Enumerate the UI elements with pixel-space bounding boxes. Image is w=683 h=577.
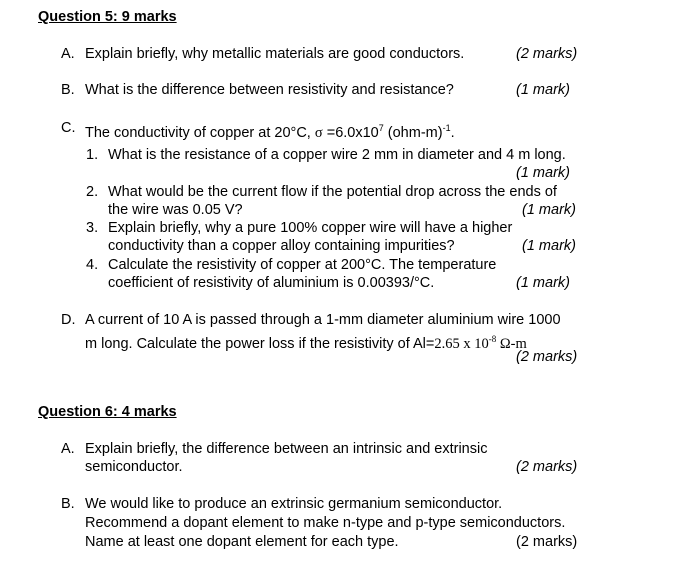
q5-d-marks: (2 marks) xyxy=(516,349,578,365)
q5-c4-marks: (1 mark) xyxy=(516,275,570,291)
q5-b-text: What is the difference between resistivity and resistance? xyxy=(85,82,454,98)
q6-b-marks: (2 marks) xyxy=(516,534,578,550)
q5-c2-num: 2. xyxy=(86,184,99,200)
q5-c-label: C. xyxy=(61,120,76,136)
q6-b-line3: Name at least one dopant element for each type. xyxy=(85,534,399,550)
q5-c3-line1: Explain briefly, why a pure 100% copper wire will have a higher xyxy=(108,220,513,236)
q5-c2-marks: (1 mark) xyxy=(522,202,576,218)
q5-heading: Question 5: 9 marks xyxy=(38,9,177,25)
q5-c4-num: 4. xyxy=(86,257,99,273)
q5-c2-line2: the wire was 0.05 V? xyxy=(108,202,243,218)
q5-c1-text: What is the resistance of a copper wire 2 mm in diameter and 4 m long. xyxy=(108,147,566,163)
q5-c3-marks: (1 mark) xyxy=(522,238,576,254)
q6-a-line2: semiconductor. xyxy=(85,459,183,475)
q5-c2-line1: What would be the current flow if the potential drop across the ends of xyxy=(108,184,557,200)
q5-d-line2: m long. Calculate the power loss if the resistivity of Al=2.65 x $10^{-8}$ Ω-m xyxy=(85,334,527,352)
q6-heading: Question 6: 4 marks xyxy=(38,404,177,420)
q5-c1-marks: (1 mark) xyxy=(516,165,570,181)
q5-b-marks: (1 mark) xyxy=(516,82,570,98)
q5-a-label: A. xyxy=(61,46,75,62)
sigma-symbol: σ xyxy=(314,124,323,141)
q5-c4-line1: Calculate the resistivity of copper at 200°C. The temperature xyxy=(108,257,497,273)
q5-c3-num: 3. xyxy=(86,220,99,236)
q6-b-label: B. xyxy=(61,496,75,512)
q5-a-marks: (2 marks) xyxy=(516,46,578,62)
q5-d-label: D. xyxy=(61,312,76,328)
q6-a-marks: (2 marks) xyxy=(516,459,578,475)
q5-c3-line2: conductivity than a copper alloy containing impurities? xyxy=(108,238,455,254)
q5-b-label: B. xyxy=(61,82,75,98)
q6-a-line1: Explain briefly, the difference between an intrinsic and extrinsic xyxy=(85,441,488,457)
q6-b-line2: Recommend a dopant element to make n-type and p-type semiconductors. xyxy=(85,515,566,531)
q5-a-text: Explain briefly, why metallic materials are good conductors. xyxy=(85,46,465,62)
q5-c4-line2: coefficient of resistivity of aluminium is 0.00393/°C. xyxy=(108,275,435,291)
q5-c-text: The conductivity of copper at 20°C, $\sigma =6.0x10^7$ $(ohm-m)^{-1}$. xyxy=(85,123,455,141)
q5-d-line1: A current of 10 A is passed through a 1-mm diameter aluminium wire 1000 xyxy=(85,312,561,328)
q5-c1-num: 1. xyxy=(86,147,99,163)
q6-a-label: A. xyxy=(61,441,75,457)
q6-b-line1: We would like to produce an extrinsic germanium semiconductor. xyxy=(85,496,503,512)
